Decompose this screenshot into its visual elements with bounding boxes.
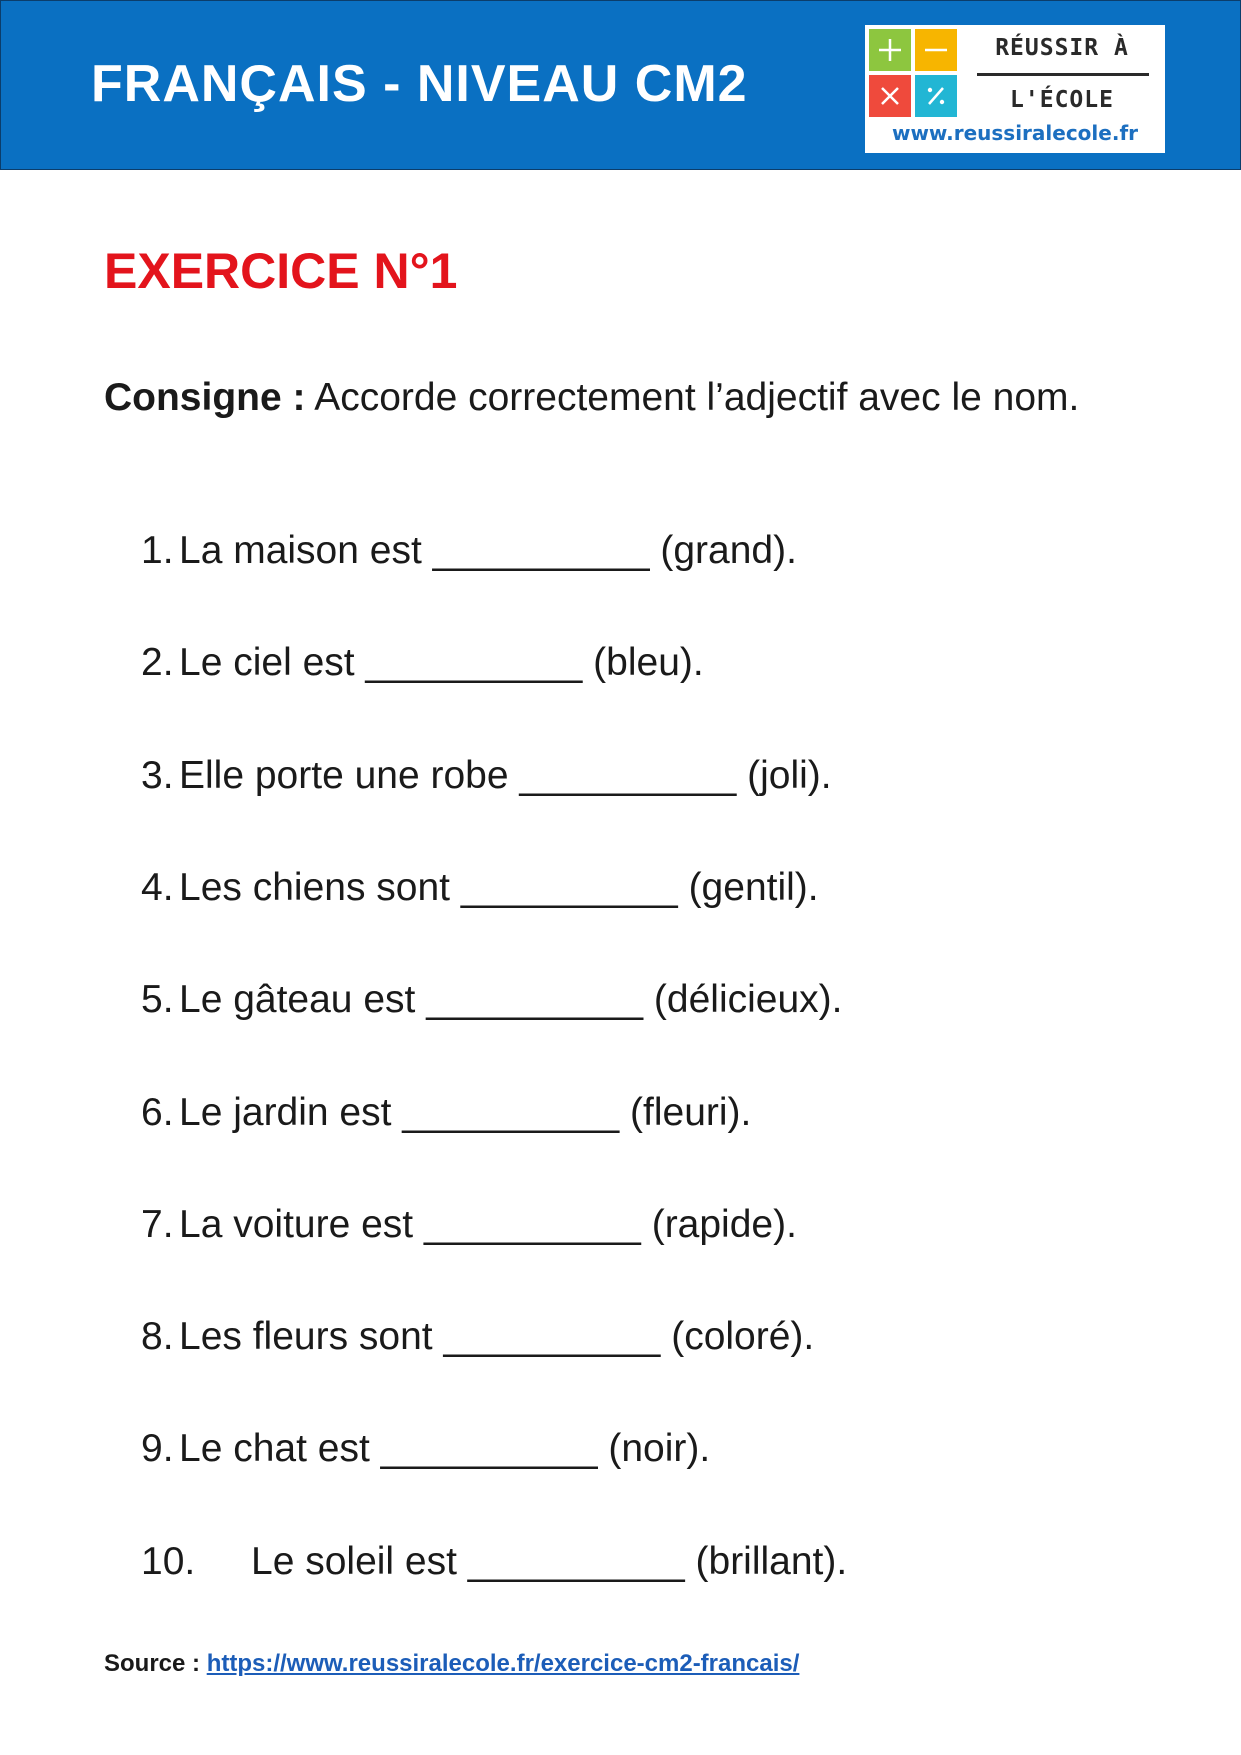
exercise-item — [141, 866, 819, 910]
logo-text-line2: L'ÉCOLE — [1010, 87, 1114, 113]
exercise-item-text: Le soleil est __________ (brillant). — [251, 1540, 848, 1583]
source-label: Source : — [104, 1650, 201, 1677]
exercise-item — [141, 1315, 814, 1359]
exercise-item-text: Elle porte une robe __________ (joli). — [179, 754, 832, 797]
source-footer — [104, 1650, 799, 1678]
exercise-item-number: 6. — [141, 1091, 174, 1134]
plus-icon — [869, 29, 911, 71]
page-title: FRANÇAIS - NIVEAU CM2 — [91, 55, 748, 113]
source-link[interactable]: https://www.reussiralecole.fr/exercice-cm2-francais/ — [206, 1650, 800, 1677]
exercise-item-text: Les chiens sont __________ (gentil). — [179, 866, 819, 909]
logo-divider — [977, 73, 1149, 76]
exercise-item-text: Le ciel est __________ (bleu). — [179, 641, 704, 684]
exercise-item — [141, 978, 843, 1022]
exercise-item-number: 5. — [141, 978, 174, 1021]
exercise-item-text: La voiture est __________ (rapide). — [179, 1203, 797, 1246]
minus-icon — [915, 29, 957, 71]
exercise-item — [141, 641, 704, 685]
exercise-item — [141, 1091, 751, 1135]
exercise-item-number: 8. — [141, 1315, 174, 1358]
exercise-title: EXERCICE N°1 — [104, 243, 458, 299]
exercise-item-number: 4. — [141, 866, 174, 909]
exercise-item-text: Le gâteau est __________ (délicieux). — [179, 978, 843, 1021]
instruction-text: Accorde correctement l’adjectif avec le nom. — [314, 376, 1080, 419]
times-icon — [869, 75, 911, 117]
exercise-item-text: La maison est __________ (grand). — [179, 529, 797, 572]
percent-icon — [915, 75, 957, 117]
exercise-item-number: 7. — [141, 1203, 174, 1246]
exercise-item-number: 1. — [141, 529, 174, 572]
instruction-label: Consigne : — [104, 376, 306, 419]
page-header — [0, 0, 1241, 170]
instruction — [104, 362, 1144, 433]
logo-text-line1: RÉUSSIR À — [995, 35, 1129, 61]
exercise-item-text: Le chat est __________ (noir). — [179, 1427, 711, 1470]
exercise-item-number: 3. — [141, 754, 174, 797]
exercise-item-text: Le jardin est __________ (fleuri). — [179, 1091, 752, 1134]
site-logo — [865, 25, 1165, 153]
exercise-item — [141, 1203, 797, 1247]
exercise-item-number: 10. — [141, 1540, 196, 1583]
exercise-item-text: Les fleurs sont __________ (coloré). — [179, 1315, 815, 1358]
exercise-item — [141, 1427, 710, 1471]
exercise-item-number: 9. — [141, 1427, 174, 1470]
exercise-item — [141, 529, 797, 573]
exercise-item-number: 2. — [141, 641, 174, 684]
exercise-item — [141, 754, 832, 798]
logo-url[interactable]: www.reussiralecole.fr — [891, 121, 1139, 145]
exercise-item — [141, 1540, 847, 1584]
